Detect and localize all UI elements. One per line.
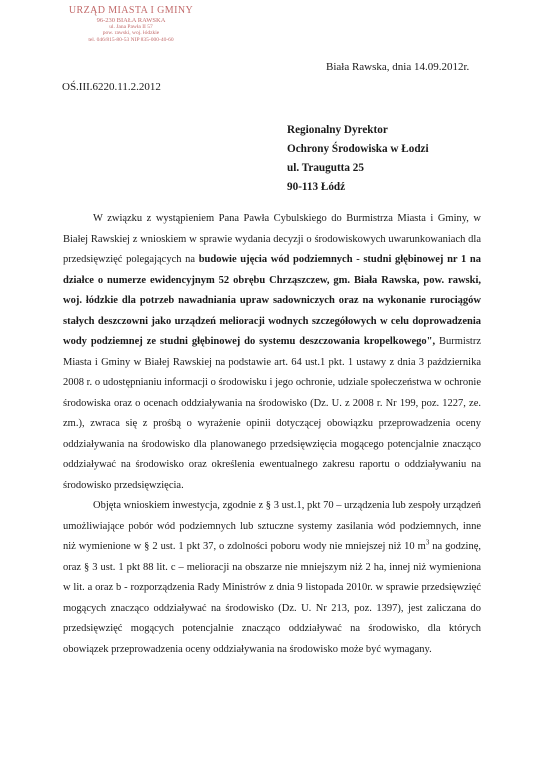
superscript: 3 (425, 538, 430, 547)
stamp-line: URZĄD MIASTA I GMINY (68, 5, 194, 16)
addressee-line: Regionalny Dyrektor (287, 124, 388, 136)
stamp-line: 96-230 BIAŁA RAWSKA (96, 16, 166, 24)
letter-body (63, 209, 481, 660)
addressee-line: 90-113 Łódź (287, 181, 346, 193)
addressee-line: ul. Traugutta 25 (287, 162, 364, 174)
body-paragraph (63, 496, 481, 660)
office-stamp (60, 5, 202, 43)
project-description: budowie ujęcia wód podziemnych - studni głębinowej nr 1 na działce o numerze ewidencyjnym 52 obrębu Chrząszczew, gm. Biała Rawska, pow. rawski, woj. łódzkie dla potrzeb nawadniania upraw sadowniczych oraz na wykonanie rurociągów stałych deszczowni jako urządzeń melioracji wodnych szczegółowych w celu doprowadzenia wody podziemnej ze studni głębinowej do systemu deszczowania kropelkowego", (63, 254, 482, 347)
paragraph-text: W związku z wystąpieniem Pana Pawła Cybulskiego do Burmistrza Miasta i Gminy, w Białej Rawskiej z wnioskiem w sprawie wydania decyzji o środowiskowych uwarunkowaniach dla przedsięwzięć polegających na (63, 213, 481, 265)
stamp-line: pow. rawski, woj. łódzkie (102, 30, 160, 37)
paragraph-text: Burmistrz Miasta i Gminy w Białej Rawskiej na podstawie art. 64 ust.1 pkt. 1 ustawy z dnia 3 października 2008 r. o udostępnianiu informacji o środowisku i jego ochronie, udziale społeczeństwa w ochronie środowiska oraz o ocenach oddziaływania na środowisko (Dz. U. z 2008 r. Nr 199, poz. 1227, ze. zm.), zwraca się z prośbą o wyrażenie opinii dotyczącej obowiązku przeprowadzenia oceny oddziaływania na środowisko dla planowanego przedsięwzięcia mogącego potencjalnie znacząco oddziaływać na środowisko oraz określenia ewentualnego zakresu raportu o oddziaływaniu na środowisko przedsięwzięcia. (63, 336, 482, 491)
reference-number: OŚ.III.6220.11.2.2012 (62, 81, 161, 93)
addressee-block (287, 121, 429, 197)
addressee-line: Ochrony Środowiska w Łodzi (287, 143, 429, 155)
stamp-line: ul. Jana Pawła II 57 (109, 23, 153, 30)
stamp-line: tel. 046/815-80-53 NIP 835-000-40-60 (88, 36, 174, 43)
paragraph-text: na godzinę, oraz § 3 ust. 1 pkt 88 lit. c – melioracji na obszarze nie mniejszym niż 2 ha, innej niż wymieniona w lit. a oraz b - rozporządzenia Rady Ministrów z dnia 9 listopada 2010r. w sprawie przedsięwzięć mogących znacząco oddziaływać na środowisko (Dz. U. Nr 213, poz. 1397), jest zaliczana do przedsięwzięć mogących potencjalnie znacząco oddziaływać na środowisko, dla których obowiązek przeprowadzenia oceny oddziaływania na środowisko może być wymagany. (63, 541, 481, 655)
place-and-date: Biała Rawska, dnia 14.09.2012r. (326, 61, 470, 73)
paragraph-text: Objęta wnioskiem inwestycja, zgodnie z § 3 ust.1, pkt 70 – urządzenia lub zespoły urządzeń umożliwiające pobór wód podziemnych lub sztuczne systemy zasilania wód podziemnych, inne niż wymienione w § 2 ust. 1 pkt 37, o zdolności poboru wody nie mniejszej niż 10 m (63, 500, 481, 552)
body-paragraph (63, 209, 481, 496)
